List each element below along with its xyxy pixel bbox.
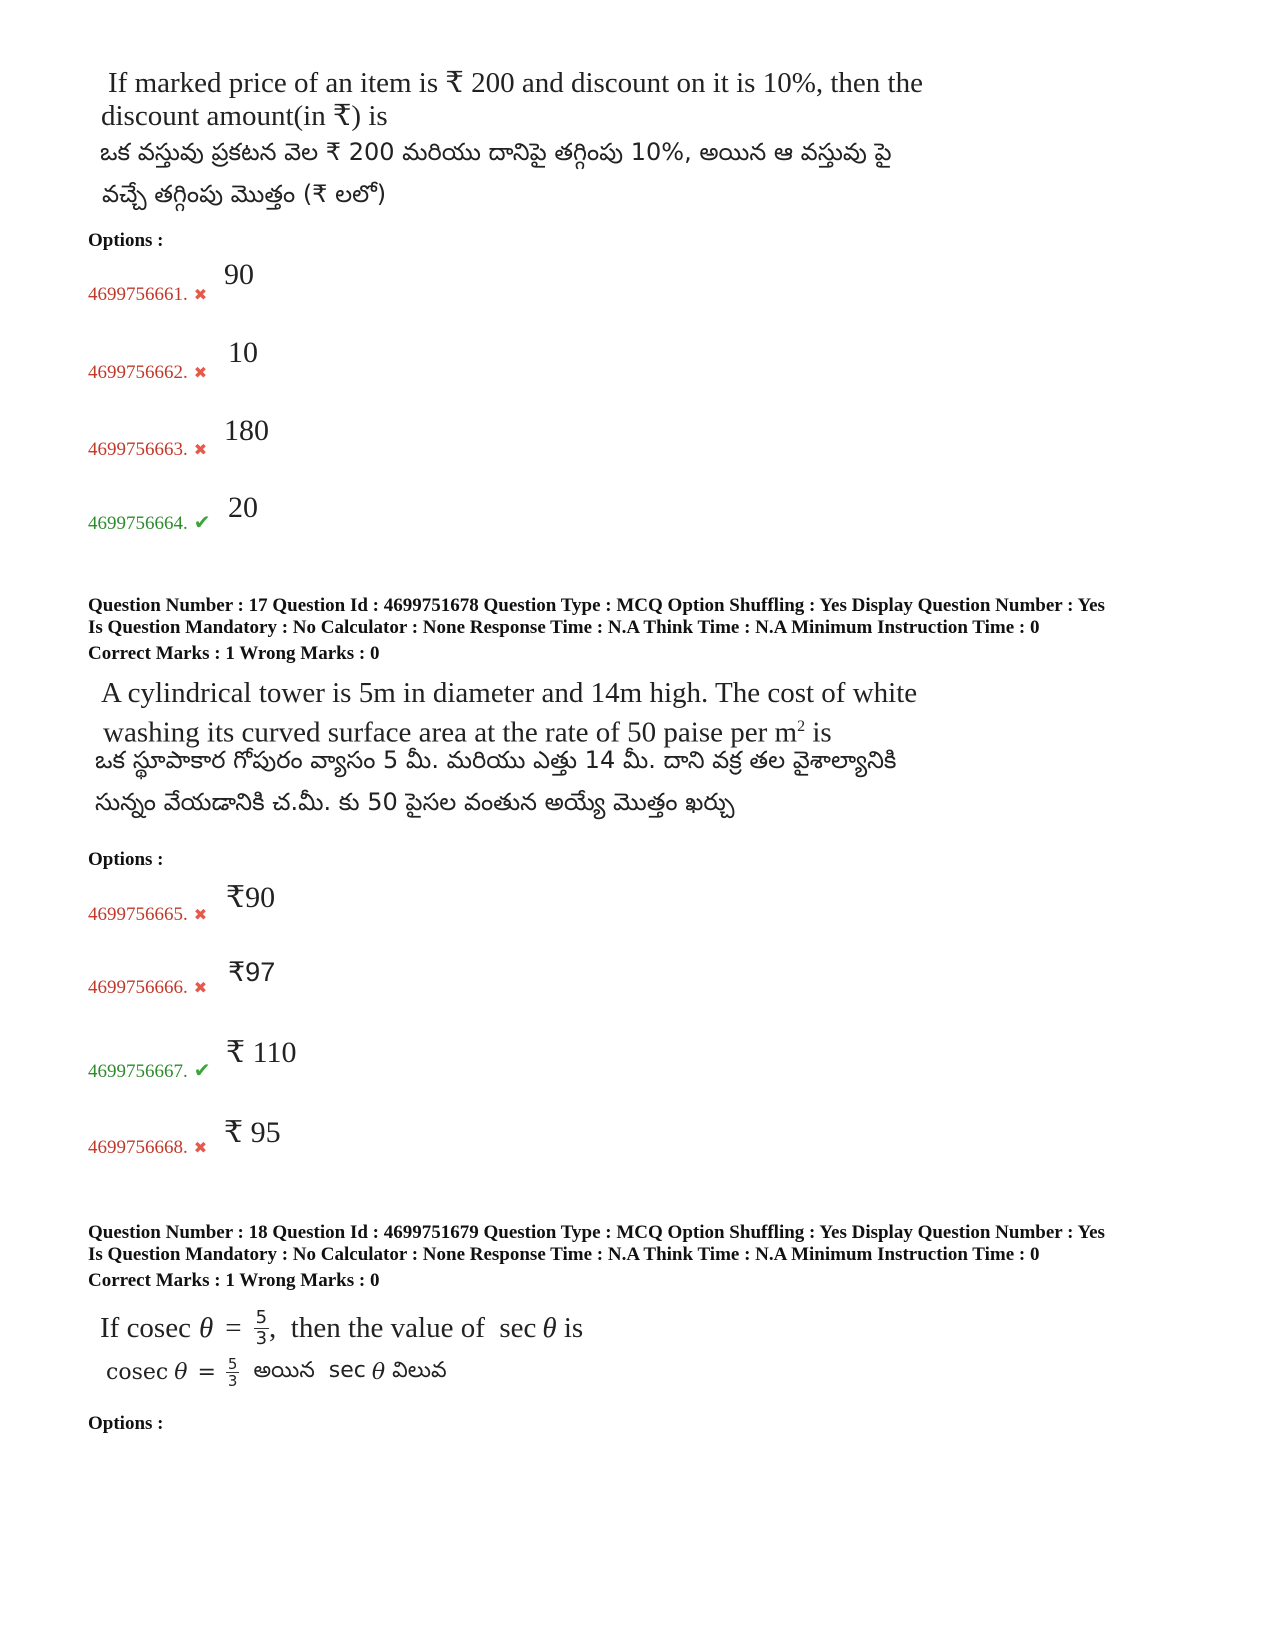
q16-english-line-1: If marked price of an item is ₹ 200 and discount on it is 10%, then the (108, 67, 923, 99)
q18-telugu-fraction (226, 1356, 240, 1389)
q17-telugu-line-1: ఒక స్థూపాకార గోపురం వ్యాసం 5 మీ. మరియు ఎత్తు 14 మీ. దాని వక్ర తల వైశాల్యానికి (95, 746, 897, 774)
q17-english-line-2-text: washing its curved surface area at the rate of 50 paise per m (103, 716, 798, 749)
wrong-mark-icon: ✖ (193, 907, 208, 924)
option-id: 4699756664. (88, 513, 188, 534)
option-id: 4699756668. (88, 1137, 188, 1158)
q18-meta-line-1: Question Number : 18 Question Id : 4699751679 Question Type : MCQ Option Shuffling : Yes Display Question Number : Yes (88, 1222, 1105, 1243)
q18-cosec-text: If cosec (100, 1312, 191, 1344)
q17-option-4-value: ₹ 95 (224, 1116, 281, 1149)
q18-equals: = (225, 1312, 242, 1344)
q18-marks: Correct Marks : 1 Wrong Marks : 0 (88, 1270, 380, 1291)
option-id: 4699756667. (88, 1061, 188, 1082)
option-id: 4699756661. (88, 284, 188, 305)
correct-check-icon: ✔ (193, 512, 211, 534)
q17-option-3 (88, 1058, 211, 1083)
wrong-mark-icon: ✖ (193, 980, 208, 997)
q17-option-2-value: ₹97 (228, 957, 276, 987)
option-id: 4699756666. (88, 977, 188, 998)
q17-telugu-line-2: సున్నం వేయడానికి చ.మీ. కు 50 పైసల వంతున అయ్యే మొత్తం ఖర్చు (95, 788, 735, 816)
q17-option-2 (88, 977, 207, 999)
q18-theta: θ (371, 1360, 386, 1385)
wrong-mark-icon: ✖ (193, 1140, 208, 1157)
q16-options-label: Options : (88, 230, 164, 251)
q17-english-line-1: A cylindrical tower is 5m in diameter and 14m high. The cost of white (101, 677, 918, 709)
q17-options-label: Options : (88, 849, 164, 870)
q16-option-3-value: 180 (224, 414, 269, 447)
q18-theta: θ (198, 1312, 214, 1344)
q17-option-3-value: ₹ 110 (226, 1036, 297, 1069)
q18-telugu-line (106, 1356, 447, 1389)
q16-english-line-2: discount amount(in ₹) is (101, 100, 388, 132)
option-id: 4699756665. (88, 904, 188, 925)
q17-english-line-2-end: is (805, 716, 832, 749)
q17-option-1 (88, 904, 207, 926)
q18-telugu-cosec: cosec (106, 1360, 169, 1385)
wrong-mark-icon: ✖ (193, 442, 208, 459)
q18-fraction-denominator: 3 (255, 1328, 268, 1349)
q16-option-1-value: 90 (224, 258, 254, 291)
q18-english-line (100, 1308, 583, 1349)
q18-fraction-denominator: 3 (227, 1372, 238, 1390)
q17-meta-line-1: Question Number : 17 Question Id : 4699751678 Question Type : MCQ Option Shuffling : Yes Display Question Number : Yes (88, 595, 1105, 616)
q16-option-1 (88, 284, 207, 306)
q16-option-2 (88, 362, 207, 384)
wrong-mark-icon: ✖ (193, 287, 208, 304)
q17-option-4 (88, 1137, 207, 1159)
q18-english-suffix: , then the value of sec (269, 1312, 537, 1344)
q18-telugu-end: విలువ (385, 1357, 447, 1383)
q18-theta: θ (174, 1360, 188, 1385)
correct-check-icon: ✔ (193, 1060, 211, 1082)
q18-telugu-mid: అయిన sec (253, 1357, 366, 1383)
q16-option-3 (88, 439, 207, 461)
q18-theta: θ (542, 1312, 557, 1344)
q16-telugu-line-2: వచ్చే తగ్గింపు మొత్తం (₹ లలో) (102, 180, 387, 208)
q18-equals: = (197, 1360, 216, 1385)
option-id: 4699756663. (88, 439, 188, 460)
q18-fraction-numerator: 5 (255, 1307, 268, 1328)
q18-fraction (254, 1308, 269, 1349)
q17-marks: Correct Marks : 1 Wrong Marks : 0 (88, 643, 380, 664)
q17-option-1-value: ₹90 (226, 881, 276, 914)
q18-meta-line-2: Is Question Mandatory : No Calculator : None Response Time : N.A Think Time : N.A Minimum Instruction Time : 0 (88, 1244, 1040, 1265)
q16-option-2-value: 10 (228, 336, 258, 369)
q17-superscript: 2 (797, 718, 806, 735)
q18-english-end: is (556, 1312, 584, 1344)
q17-meta-line-2: Is Question Mandatory : No Calculator : None Response Time : N.A Think Time : N.A Minimum Instruction Time : 0 (88, 617, 1040, 638)
q18-options-label: Options : (88, 1413, 164, 1434)
wrong-mark-icon: ✖ (193, 365, 208, 382)
q18-fraction-numerator: 5 (227, 1355, 238, 1373)
q16-telugu-line-1: ఒక వస్తువు ప్రకటన వెల ₹ 200 మరియు దానిపై తగ్గింపు 10%, అయిన ఆ వస్తువు పై (100, 138, 892, 166)
option-id: 4699756662. (88, 362, 188, 383)
q16-option-4-value: 20 (228, 491, 258, 524)
q16-option-4 (88, 510, 211, 535)
